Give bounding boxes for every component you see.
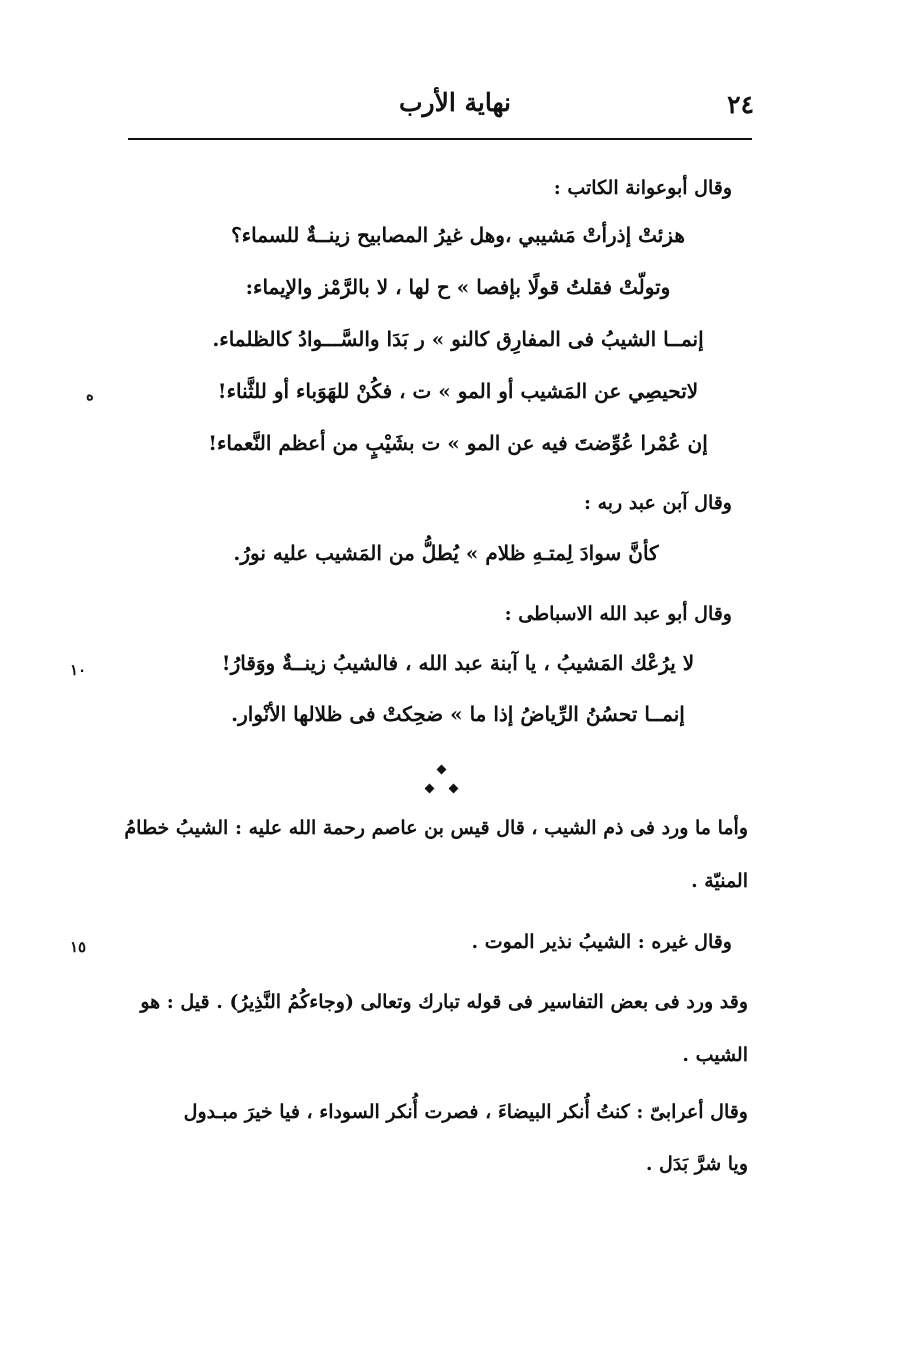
prose-paragraph-3-line-2: الشيب . xyxy=(682,1044,748,1066)
poem-intro-1: وقال أبوعوانة الكاتب : xyxy=(553,177,732,199)
header-rule xyxy=(128,138,752,140)
prose-paragraph-3-line-1: وقد ورد فى بعض التفاسير فى قوله تبارك وتعالى (وجاءكُمُ النَّذِيرُ) . قيل : هو xyxy=(140,991,748,1013)
verse-line-3: إنمــا الشيبُ فى المفارِق كالنو » ر بَدَا والسَّـــوادُ كالظلماء. xyxy=(212,327,704,351)
line-number-10: ١٠ xyxy=(70,661,87,679)
prose-paragraph-1-line-2: المنيّة . xyxy=(691,870,748,892)
ornament-diamond-left xyxy=(425,784,435,794)
poem-intro-3: وقال أبو عبد الله الاسباطى : xyxy=(504,603,732,625)
verse-line-7: لا يرُعْك المَشيبُ ، يا آبنة عبد الله ، فالشيبُ زينــةٌ ووَقارُ! xyxy=(221,651,695,675)
poem-intro-2: وقال آبن عبد ربه : xyxy=(583,492,732,514)
section-ornament xyxy=(417,760,467,802)
prose-paragraph-4-line-2: ويا شرَّ بَدَل . xyxy=(645,1153,748,1175)
page-number: ٢٤ xyxy=(727,90,754,119)
running-header-title: نهاية الأرب xyxy=(399,88,511,117)
verse-line-6: كأنَّ سوادَ لِمتـهِ ظلام » يُطلُّ من المَشيب عليه نورُ. xyxy=(233,541,659,565)
prose-paragraph-1-line-1: وأما ما ورد فى ذم الشيب ، قال قيس بن عاصم رحمة الله عليه : الشيبُ خطامُ xyxy=(124,817,748,839)
verse-line-4: لاتحيصِي عن المَشيب أو المو » ت ، فكُنْ للهَوَباء أو للثَّناء! xyxy=(217,379,699,403)
prose-paragraph-4-line-1: وقال أعرابىّ : كنتُ أُنكر البيضاءَ ، فصرت أُنكر السوداء ، فيا خيرَ مبـدول xyxy=(183,1101,748,1123)
verse-line-8: إنمــا تحسُنُ الرِّياضُ إذا ما » ضحِكتْ فى ظلالها الأنْوار. xyxy=(231,702,685,726)
verse-line-1: هزئتْ إذرأتْ مَشيبي ،وهل غيرُ المصابيح زينــةٌ للسماء؟ xyxy=(231,223,685,247)
verse-line-2: وتولّتْ فقلتُ قولًا بإفصا » ح لها ، لا بالرَّمْز والإيماء: xyxy=(245,275,671,299)
line-number-15: ١٥ xyxy=(70,938,87,956)
ornament-diamond-top xyxy=(437,765,447,775)
prose-paragraph-2: وقال غيره : الشيبُ نذير الموت . xyxy=(471,931,732,953)
ornament-diamond-right xyxy=(449,784,459,794)
line-number-5: ه xyxy=(86,386,94,404)
verse-line-5: إن عُمْرا عُوِّضتَ فيه عن المو » ت بشَيْبٍ من أعظم النَّعماء! xyxy=(208,431,708,455)
